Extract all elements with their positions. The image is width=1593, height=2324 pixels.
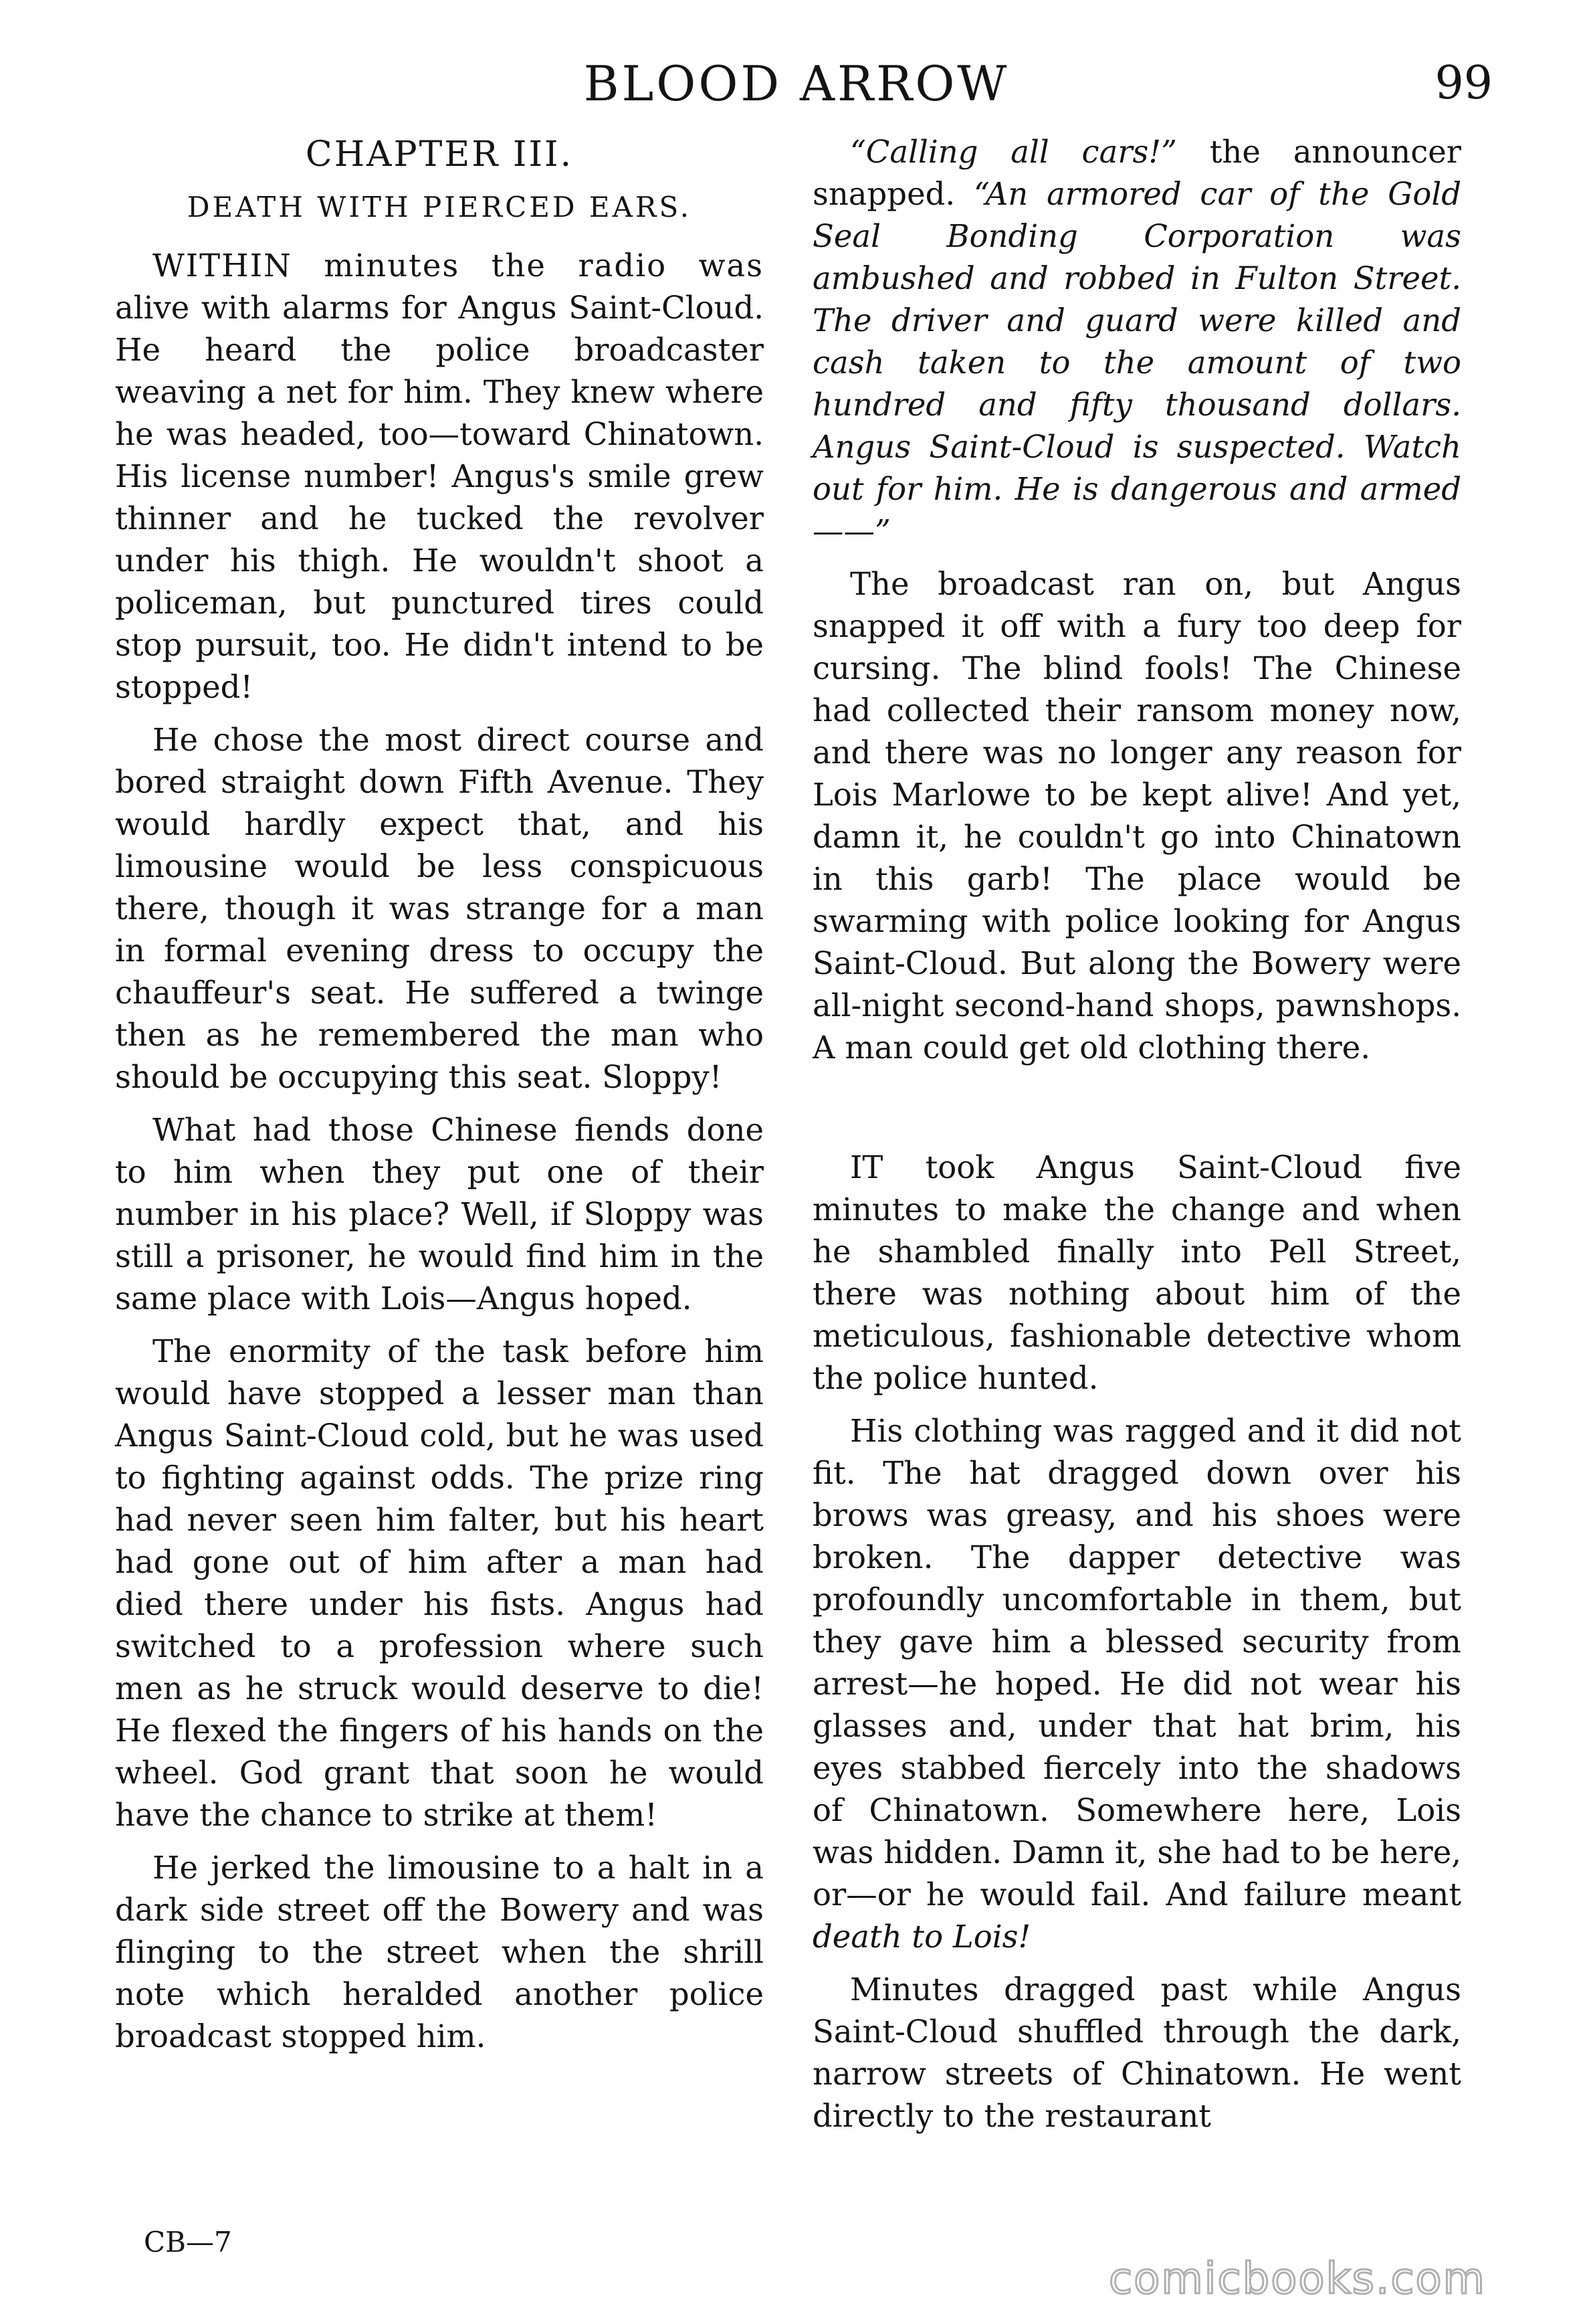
paragraph-text: His clothing was ragged and it did not fit. The hat dragged down over his brows was greasy, and his shoes were broken. The dapper detective was profoundly uncomfortable in them, but they gave him a blessed security from arrest—he hoped. He did not wear his glasses and, under that hat brim, his eyes stabbed fiercely into the shadows of Chinatown. Somewhere here, Lois was hidden. Damn it, she had to be here, or—or he would fail. And failure meant (813, 1413, 1461, 1913)
chapter-subtitle: DEATH WITH PIERCED EARS. (187, 191, 692, 223)
left-column (115, 131, 764, 2068)
broadcast-text: “An armored car of the Gold Seal Bonding Corporation was ambushed and robbed in Fulton Street. The driver and guard were killed and cash taken to the amount of two hundred and fifty thousand dollars. Angus Saint-Cloud is suspected. Watch out for him. He is dangerous and armed——” (813, 176, 1461, 549)
broadcast-paragraph (813, 131, 1461, 553)
section-break (813, 1080, 1461, 1147)
right-column (813, 131, 1461, 2148)
page-number: 99 (1435, 57, 1493, 110)
page-header (0, 47, 1593, 120)
paragraph: The broadcast ran on, but Angus snapped it off with a fury too deep for cursing. The blind fools! The Chinese had collected their ransom money now, and there was no longer any reason for Lois Marlowe to be kept alive! And yet, damn it, he couldn't go into Chinatown in this garb! The place would be swarming with police looking for Angus Saint-Cloud. But along the Bowery were all-night second-hand shops, pawnshops. A man could get old clothing there. (813, 566, 1461, 1066)
paragraph: Minutes dragged past while Angus Saint-Cloud shuffled through the dark, narrow streets of Chinatown. He went directly to the restaurant (813, 1971, 1461, 2134)
watermark: comicbooks.com (1108, 2254, 1486, 2304)
broadcast-attribution: the announcer snapped. (813, 134, 1462, 212)
paragraph: WITHIN minutes the radio was alive with alarms for Angus Saint-Cloud. He heard the police broadcaster weaving a net for him. They knew where he was headed, too—toward Chinatown. His license number! Angus's smile grew thinner and he tucked the revolver under his thigh. He wouldn't shoot a policeman, but punctured tires could stop pursuit, too. He didn't intend to be stopped! (115, 248, 764, 705)
broadcast-intro: “Calling all cars!” (850, 134, 1177, 170)
running-title: BLOOD ARROW (583, 56, 1010, 112)
chapter-title: CHAPTER III. (305, 134, 574, 175)
paragraph: IT took Angus Saint-Cloud five minutes to make the change and when he shambled finally into Pell Street, there was nothing about him of the meticulous, fashionable detective whom the police hunted. (813, 1149, 1461, 1396)
paragraph (813, 1410, 1461, 1958)
emphasis-text: death to Lois! (813, 1919, 1031, 1955)
paragraph: He chose the most direct course and bored straight down Fifth Avenue. They would hardly expect that, and his limousine would be less conspicuous there, though it was strange for a man in formal evening dress to occupy the chauffeur's seat. He suffered a twinge then as he remembered the man who should be occupying this seat. Sloppy! (115, 722, 764, 1095)
paragraph: He jerked the limousine to a halt in a dark side street off the Bowery and was flinging to the street when the shrill note which heralded another police broadcast stopped him. (115, 1850, 764, 2054)
paragraph: The enormity of the task before him would have stopped a lesser man than Angus Saint-Cloud cold, but he was used to fighting against odds. The prize ring had never seen him falter, but his heart had gone out of him after a man had died there under his fists. Angus had switched to a profession where such men as he struck would deserve to die! He flexed the fingers of his hands on the wheel. God grant that soon he would have the chance to strike at them! (115, 1333, 764, 1833)
signature-mark: CB—7 (144, 2226, 232, 2258)
paragraph: What had those Chinese fiends done to him when they put one of their number in his place? Well, if Sloppy was still a prisoner, he would find him in the same place with Lois—Angus hoped. (115, 1112, 764, 1317)
